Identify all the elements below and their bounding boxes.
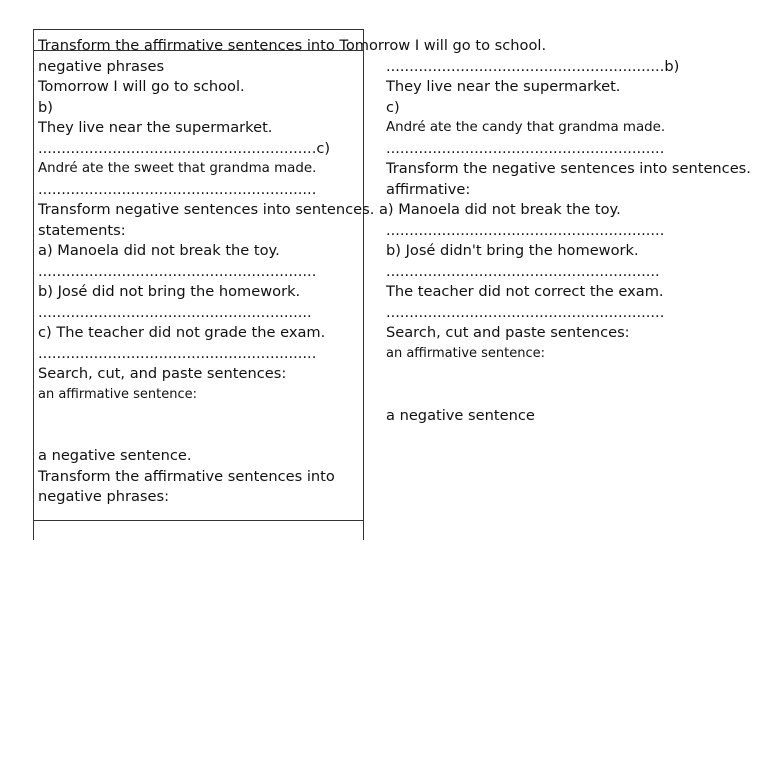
right-column — [386, 36, 751, 427]
worksheet-line: Transform the affirmative sentences into — [38, 467, 335, 485]
worksheet-line — [386, 36, 751, 57]
answer-dotted-line: ............................................................b) — [386, 57, 680, 75]
worksheet-line: b) — [38, 98, 53, 116]
worksheet-line: an affirmative sentence: — [38, 386, 198, 402]
worksheet-line: a) Manoela did not break the toy. — [38, 242, 280, 259]
answer-dotted-line: ............................................................ — [386, 221, 665, 239]
worksheet-line: statements: — [38, 221, 126, 239]
worksheet-line: b) José did not bring the homework. — [38, 283, 301, 300]
bottom-rule — [33, 520, 364, 521]
worksheet-line: Search, cut, and paste sentences: — [38, 365, 287, 382]
worksheet-line: c) — [386, 98, 400, 116]
answer-dotted-line: ............................................................ — [38, 344, 317, 362]
answer-dotted-line: ............................................................ — [38, 180, 317, 198]
answer-dotted-line: ............................................................ — [386, 303, 665, 321]
answer-dotted-line: ............................................................c) — [38, 139, 331, 157]
worksheet-line: affirmative: — [386, 180, 471, 198]
worksheet-line: a negative sentence. — [38, 447, 192, 464]
worksheet-line: Tomorrow I will go to school. — [38, 78, 245, 95]
worksheet-line: They live near the supermarket. — [38, 119, 273, 136]
worksheet-line — [386, 200, 751, 221]
worksheet-line: André ate the sweet that grandma made. — [38, 161, 317, 176]
answer-dotted-line: ........................................................... — [386, 262, 660, 280]
worksheet-line: an affirmative sentence: — [386, 345, 546, 361]
worksheet-line: Transform the negative sentences into sentences. — [386, 160, 751, 177]
worksheet-line: They live near the supermarket. — [386, 78, 621, 95]
worksheet-line: negative phrases — [38, 57, 165, 75]
worksheet-line: b) José didn't bring the homework. — [386, 242, 639, 259]
worksheet-line: c) The teacher did not grade the exam. — [38, 324, 326, 341]
answer-dotted-line: ............................................................ — [38, 262, 317, 280]
answer-dotted-line: ........................................................... — [38, 303, 312, 321]
worksheet-line: André ate the candy that grandma made. — [386, 120, 666, 135]
worksheet-line: Transform the affirmative sentences into Tomorrow I will go to school. — [38, 37, 547, 54]
worksheet-line: negative phrases: — [38, 488, 170, 505]
worksheet-line: a negative sentence — [386, 407, 535, 424]
answer-space — [386, 364, 751, 406]
worksheet-line: The teacher did not correct the exam. — [386, 283, 664, 300]
worksheet-line: Transform negative sentences into sentences. a) Manoela did not break the toy. — [38, 201, 621, 218]
answer-dotted-line: ............................................................ — [386, 139, 665, 157]
worksheet-line: Search, cut and paste sentences: — [386, 324, 630, 341]
